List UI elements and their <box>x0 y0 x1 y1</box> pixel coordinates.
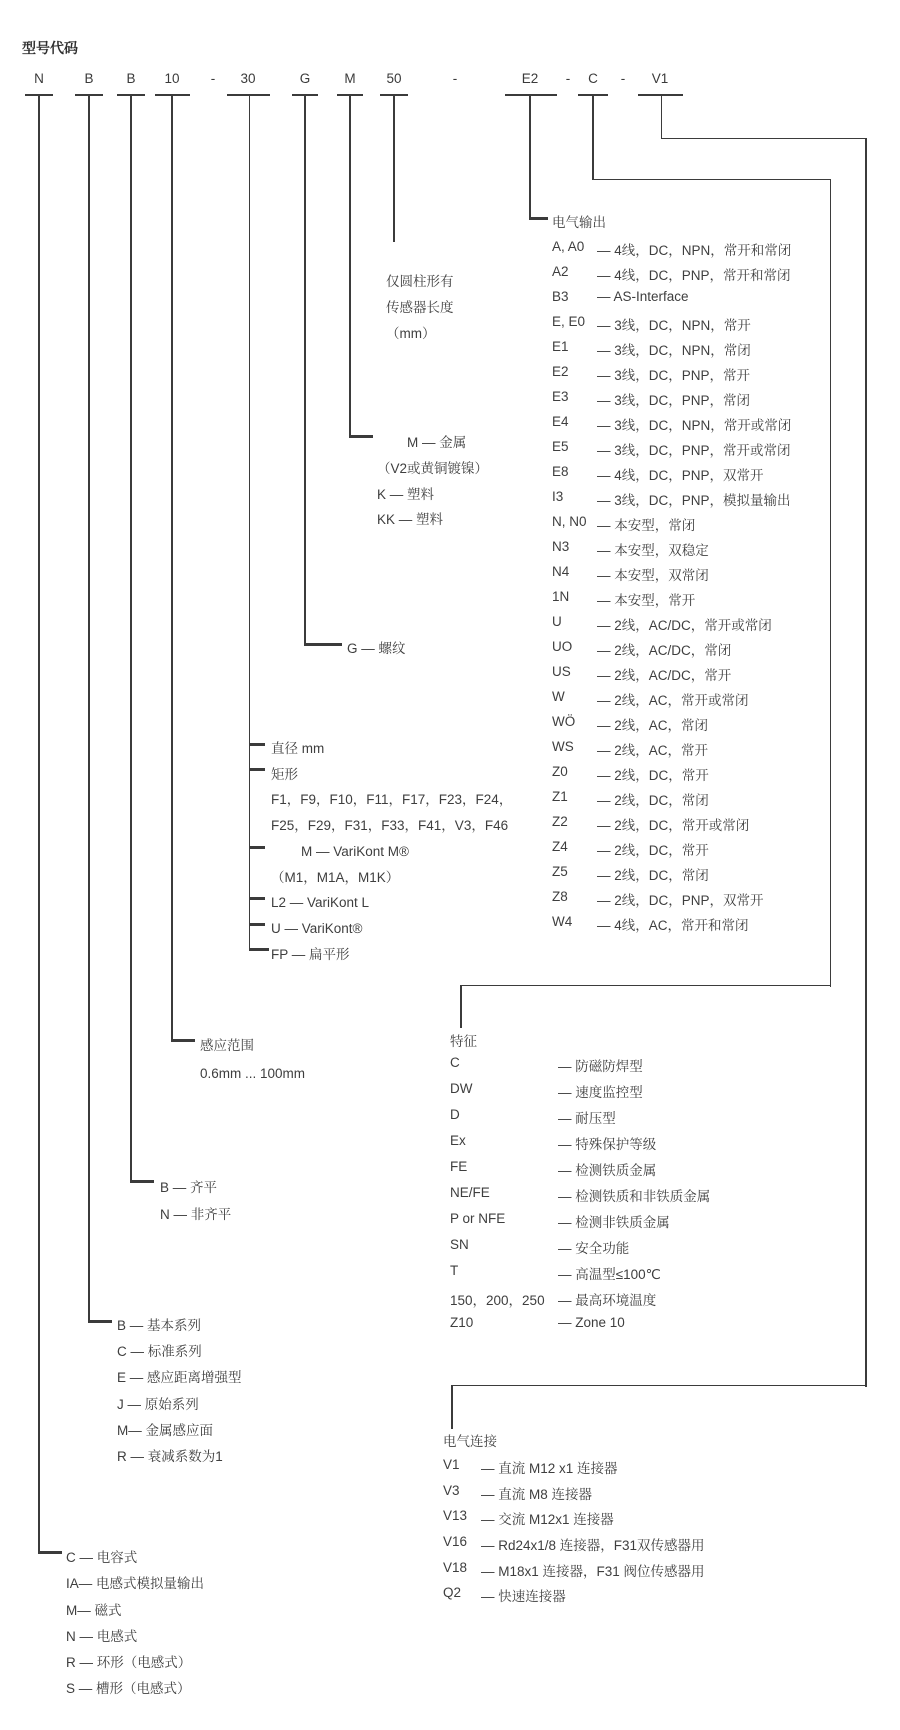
connector-line-b1 <box>88 95 90 1322</box>
output-code: N4 <box>552 564 570 579</box>
electrical-output-row <box>552 564 791 589</box>
output-desc: — 3线，DC，PNP，常开或常闭 <box>597 443 791 458</box>
output-desc: — 3线，DC，NPN，常开 <box>597 318 751 333</box>
connection-code: V16 <box>443 1534 468 1550</box>
connector-stub-e2 <box>529 217 548 220</box>
output-code: W <box>552 689 565 704</box>
series-line: J — 原始系列 <box>117 1396 199 1412</box>
principle-line: R — 环形（电感式） <box>66 1655 192 1671</box>
output-desc: — 2线，DC，常开 <box>597 768 709 783</box>
electrical-output-row <box>552 639 791 664</box>
electrical-output-row <box>552 239 791 264</box>
output-code: B3 <box>552 289 569 304</box>
branch-tick-varikont-m <box>249 846 265 849</box>
feature-desc: — 速度监控型 <box>558 1085 643 1100</box>
code-part-10: E2 <box>521 71 539 86</box>
feature-row <box>450 1055 710 1081</box>
shape-line: F25，F29，F31，F33，F41，V3，F46 <box>271 818 509 834</box>
feature-row <box>450 1159 710 1185</box>
connector-stub-m <box>349 435 373 438</box>
feature-list <box>450 1055 710 1341</box>
code-part-3: 10 <box>164 71 180 86</box>
output-desc: — 3线，DC，NPN，常闭 <box>597 343 751 358</box>
output-desc: — AS-Interface <box>597 289 689 304</box>
output-code: E2 <box>552 364 569 379</box>
principle-line: N — 电感式 <box>66 1628 138 1644</box>
principle-line: C — 电容式 <box>66 1550 138 1565</box>
shape-line: （M1，M1A，M1K） <box>271 869 400 885</box>
feature-row <box>450 1211 710 1237</box>
connector-stub-g <box>304 643 342 646</box>
connector-line-50 <box>393 95 395 242</box>
feature-desc: — 最高环境温度 <box>558 1293 657 1308</box>
output-desc: — 2线，AC/DC，常开 <box>597 668 732 683</box>
page-title: 型号代码 <box>22 40 78 56</box>
output-desc: — 本安型，常开 <box>597 593 696 608</box>
principle-line: IA— 电感式模拟量输出 <box>66 1576 205 1592</box>
output-desc: — 3线，DC，PNP，模拟量输出 <box>597 493 791 508</box>
electrical-output-row <box>552 539 791 564</box>
output-desc: — 本安型，常闭 <box>597 518 696 533</box>
output-desc: — 2线，DC，常开 <box>597 843 709 858</box>
connection-desc: — 快速连接器 <box>481 1589 566 1605</box>
electrical-output-row <box>552 614 791 639</box>
electrical-output-row <box>552 289 791 314</box>
output-code: E8 <box>552 464 569 479</box>
output-code: WÖ <box>552 714 576 729</box>
series-line: M— 金属感应面 <box>117 1422 213 1438</box>
output-code: Z1 <box>552 789 568 804</box>
electrical-output-row <box>552 814 791 839</box>
housing-material-block <box>377 430 488 533</box>
connector-line-n <box>38 95 40 1553</box>
connection-desc: — 交流 M12x1 连接器 <box>481 1512 614 1528</box>
output-desc: — 4线，DC，PNP，双常开 <box>597 468 764 483</box>
electrical-output-row <box>552 414 791 439</box>
electrical-output-row <box>552 914 791 939</box>
connector-line-v1-5 <box>451 1385 453 1429</box>
output-code: UO <box>552 639 573 654</box>
shape-line: F1，F9，F10，F11，F17，F23，F24， <box>271 792 513 808</box>
housing-material-line: KK — 塑料 <box>377 512 444 528</box>
feature-row <box>450 1107 710 1133</box>
electrical-output-row <box>552 589 791 614</box>
connector-line-v1-3 <box>865 138 867 1387</box>
feature-code: Z10 <box>450 1315 474 1330</box>
electrical-output-row <box>552 864 791 889</box>
feature-row <box>450 1289 710 1315</box>
output-code: E5 <box>552 439 569 454</box>
housing-material-line: M — 金属 <box>407 435 467 450</box>
connector-line-c-4 <box>460 985 831 987</box>
connector-line-c-2 <box>592 179 831 181</box>
shape-line: M — VariKont M® <box>301 843 409 859</box>
series-line: E — 感应距离增强型 <box>117 1370 242 1386</box>
electrical-connection-title: 电气连接 <box>443 1434 497 1449</box>
electrical-output-row <box>552 489 791 514</box>
electrical-connection-row <box>443 1483 705 1509</box>
connection-desc: — 直流 M12 x1 连接器 <box>481 1461 618 1476</box>
electrical-output-row <box>552 339 791 364</box>
principle-line: S — 槽形（电感式） <box>66 1681 191 1697</box>
feature-code: SN <box>450 1237 469 1252</box>
output-desc: — 2线，AC，常开 <box>597 743 709 758</box>
connection-desc: — 直流 M8 连接器 <box>481 1486 593 1502</box>
feature-code: Ex <box>450 1133 466 1148</box>
code-part-5: 30 <box>240 71 256 86</box>
electrical-connection-row <box>443 1534 705 1560</box>
housing-material-line: K — 塑料 <box>377 486 435 502</box>
connection-code: V3 <box>443 1482 460 1498</box>
electrical-output-row <box>552 689 791 714</box>
connector-line-c-1 <box>592 95 594 180</box>
feature-code: 150，200，250 <box>450 1293 545 1308</box>
connector-line-m <box>349 95 351 437</box>
code-part-13: - <box>620 71 626 86</box>
electrical-output-row <box>552 389 791 414</box>
series-line: R — 衰减系数为1 <box>117 1449 223 1465</box>
electrical-connection-row <box>443 1585 705 1611</box>
code-part-0: N <box>34 71 44 86</box>
principle-block <box>66 1545 204 1703</box>
feature-row <box>450 1315 710 1341</box>
output-desc: — 2线，DC，常闭 <box>597 793 709 808</box>
tick-e2 <box>505 94 557 96</box>
branch-tick-varikont-u <box>249 923 265 926</box>
feature-desc: — Zone 10 <box>558 1315 625 1330</box>
output-desc: — 本安型，双常闭 <box>597 568 709 583</box>
feature-code: T <box>450 1263 459 1278</box>
output-code: E3 <box>552 389 569 404</box>
code-part-12: C <box>588 71 598 86</box>
feature-desc: — 高温型≤100℃ <box>558 1267 661 1282</box>
tick-10 <box>155 94 190 96</box>
electrical-output-row <box>552 664 791 689</box>
output-code: US <box>552 664 571 679</box>
electrical-output-row <box>552 264 791 289</box>
feature-row <box>450 1133 710 1159</box>
output-code: 1N <box>552 589 570 604</box>
feature-code: D <box>450 1107 460 1122</box>
housing-material-line: （V2或黄铜镀镍） <box>377 460 489 476</box>
feature-desc: — 特殊保护等级 <box>558 1137 657 1152</box>
mounting-line: B — 齐平 <box>160 1180 218 1195</box>
feature-code: P or NFE <box>450 1211 506 1226</box>
output-code: WS <box>552 739 574 754</box>
code-part-8: 50 <box>386 71 402 86</box>
branch-tick-diameter <box>249 743 265 746</box>
electrical-connection-row <box>443 1457 705 1483</box>
principle-line: M— 磁式 <box>66 1602 122 1618</box>
code-part-1: B <box>84 71 94 86</box>
electrical-output-row <box>552 764 791 789</box>
connector-line-v1-2 <box>661 138 867 140</box>
output-code: E4 <box>552 414 569 429</box>
sensor-length-line: 仅圆柱形有 <box>386 274 454 289</box>
feature-desc: — 防磁防焊型 <box>558 1059 643 1074</box>
sensor-length-line: 传感器长度 <box>386 300 454 315</box>
sensing-range-line: 感应范围 <box>200 1038 254 1053</box>
output-desc: — 2线，DC，PNP，双常开 <box>597 893 764 908</box>
shape-block <box>271 736 512 967</box>
output-code: E, E0 <box>552 314 586 329</box>
output-code: U <box>552 614 562 629</box>
feature-desc: — 安全功能 <box>558 1241 630 1256</box>
output-code: Z5 <box>552 864 568 879</box>
connector-line-c-3 <box>830 179 832 987</box>
electrical-output-row <box>552 889 791 914</box>
electrical-connection-row <box>443 1560 705 1586</box>
output-desc: — 3线，DC，PNP，常开 <box>597 368 751 383</box>
code-part-14: V1 <box>651 71 669 86</box>
connection-desc: — M18x1 连接器，F31 阀位传感器用 <box>481 1563 705 1579</box>
output-code: A, A0 <box>552 239 585 254</box>
electrical-output-row <box>552 739 791 764</box>
feature-code: FE <box>450 1159 468 1174</box>
electrical-output-row <box>552 789 791 814</box>
series-line: B — 基本系列 <box>117 1318 202 1333</box>
feature-code: C <box>450 1055 460 1070</box>
connector-line-e2 <box>529 95 531 219</box>
electrical-output-list <box>552 239 791 939</box>
connector-stub-b1 <box>88 1320 112 1323</box>
feature-title: 特征 <box>450 1034 477 1049</box>
code-part-2: B <box>126 71 136 86</box>
output-code: Z2 <box>552 814 568 829</box>
feature-desc: — 耐压型 <box>558 1111 616 1126</box>
sensor-length-line: （mm） <box>386 326 436 341</box>
connector-stub-b2 <box>130 1180 154 1183</box>
sensing-range-line: 0.6mm ... 100mm <box>200 1066 306 1081</box>
output-code: Z8 <box>552 889 568 904</box>
connector-line-v1-4 <box>451 1385 866 1387</box>
output-desc: — 3线，DC，NPN，常开或常闭 <box>597 418 792 433</box>
sensing-range-block <box>200 1032 305 1088</box>
feature-row <box>450 1237 710 1263</box>
electrical-connection-list <box>443 1457 705 1611</box>
feature-code: NE/FE <box>450 1185 490 1200</box>
code-part-6: G <box>299 71 311 86</box>
output-code: E1 <box>552 339 569 354</box>
connector-line-c-5 <box>460 985 462 1028</box>
electrical-output-title: 电气输出 <box>552 215 606 230</box>
output-code: Z0 <box>552 764 568 779</box>
code-part-9: - <box>452 71 458 86</box>
shape-line: FP — 扁平形 <box>271 946 350 962</box>
output-code: N, N0 <box>552 514 587 529</box>
connector-line-10 <box>171 95 173 1041</box>
connector-line-g <box>304 95 306 645</box>
output-desc: — 本安型，双稳定 <box>597 543 709 558</box>
output-desc: — 4线，DC，PNP，常开和常闭 <box>597 268 791 283</box>
output-desc: — 4线，AC，常开和常闭 <box>597 918 749 933</box>
electrical-output-row <box>552 314 791 339</box>
feature-row <box>450 1263 710 1289</box>
thread-label: G — 螺纹 <box>347 641 406 656</box>
output-desc: — 3线，DC，PNP，常闭 <box>597 393 751 408</box>
code-part-4: - <box>210 71 216 86</box>
series-line: C — 标准系列 <box>117 1344 202 1360</box>
connection-desc: — Rd24x1/8 连接器，F31双传感器用 <box>481 1538 705 1554</box>
output-desc: — 2线，AC/DC，常开或常闭 <box>597 618 772 633</box>
output-code: A2 <box>552 264 569 279</box>
output-code: W4 <box>552 914 573 929</box>
output-code: I3 <box>552 489 564 504</box>
electrical-output-row <box>552 514 791 539</box>
sensor-length-note <box>386 269 454 347</box>
series-block <box>117 1313 242 1470</box>
output-desc: — 2线，AC，常闭 <box>597 718 709 733</box>
shape-line: L2 — VariKont L <box>271 895 370 911</box>
output-desc: — 2线，AC/DC，常闭 <box>597 643 732 658</box>
electrical-output-row <box>552 439 791 464</box>
code-part-7: M <box>344 71 356 86</box>
connector-line-v1-1 <box>661 95 663 139</box>
feature-row <box>450 1081 710 1107</box>
branch-tick-rect <box>249 768 265 771</box>
electrical-output-row <box>552 714 791 739</box>
output-desc: — 2线，DC，常闭 <box>597 868 709 883</box>
feature-desc: — 检测铁质金属 <box>558 1163 657 1178</box>
code-part-11: - <box>565 71 571 86</box>
mounting-block <box>160 1174 231 1228</box>
output-desc: — 4线，DC，NPN，常开和常闭 <box>597 243 792 258</box>
connector-line-b2 <box>130 95 132 1182</box>
electrical-output-row <box>552 464 791 489</box>
electrical-output-row <box>552 839 791 864</box>
output-desc: — 2线，DC，常开或常闭 <box>597 818 750 833</box>
output-code: N3 <box>552 539 570 554</box>
connection-code: V1 <box>443 1457 460 1472</box>
connection-code: Q2 <box>443 1585 462 1601</box>
connector-stub-n <box>38 1551 62 1554</box>
mounting-line: N — 非齐平 <box>160 1207 232 1222</box>
shape-line: 直径 mm <box>271 741 325 756</box>
branch-tick-varikont-l <box>249 897 265 900</box>
feature-row <box>450 1185 710 1211</box>
feature-desc: — 检测非铁质金属 <box>558 1215 670 1230</box>
connector-stub-30 <box>249 948 269 951</box>
electrical-connection-row <box>443 1508 705 1534</box>
connection-code: V13 <box>443 1508 468 1524</box>
connection-code: V18 <box>443 1559 468 1575</box>
shape-line: 矩形 <box>271 766 298 782</box>
output-desc: — 2线，AC，常开或常闭 <box>597 693 749 708</box>
connector-line-30 <box>249 95 251 950</box>
connector-stub-10 <box>171 1039 195 1042</box>
electrical-output-row <box>552 364 791 389</box>
feature-desc: — 检测铁质和非铁质金属 <box>558 1189 711 1204</box>
output-code: Z4 <box>552 839 568 854</box>
feature-code: DW <box>450 1081 473 1096</box>
shape-line: U — VariKont® <box>271 920 363 936</box>
